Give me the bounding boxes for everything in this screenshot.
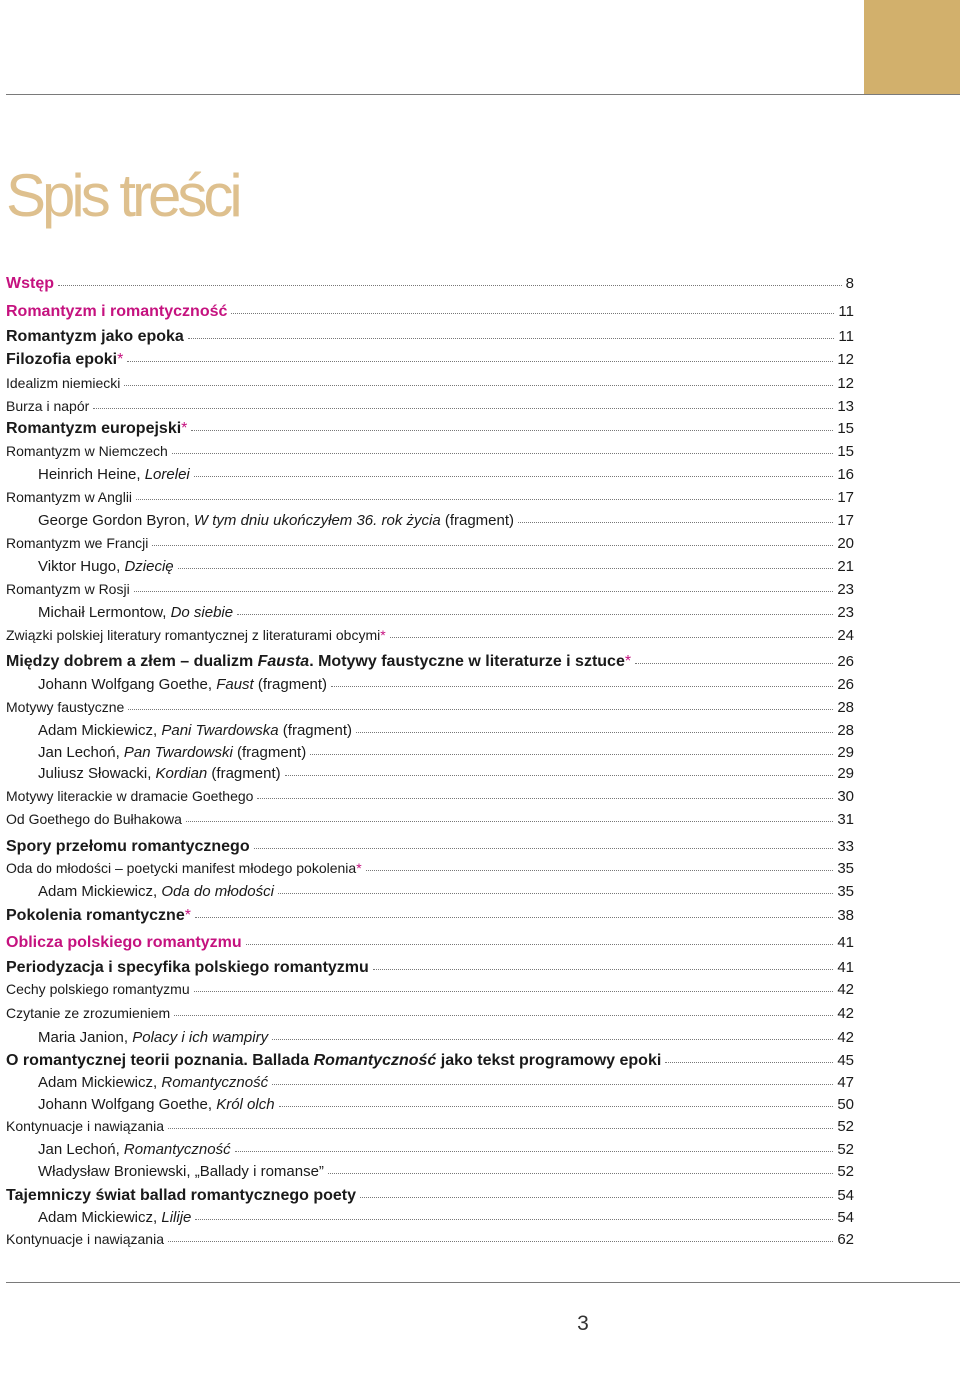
toc-entry	[6, 810, 854, 829]
dot-leader	[58, 284, 842, 286]
toc-entry-text: Cechy polskiego romantyzmu	[6, 981, 190, 997]
toc-entry-title	[6, 958, 369, 977]
toc-entry	[6, 1117, 854, 1136]
toc-entry	[6, 302, 854, 321]
dot-leader	[231, 312, 834, 314]
toc-entry	[6, 1051, 854, 1070]
toc-page-number: 31	[837, 811, 854, 828]
toc-entry-text: Romantyczność	[313, 1052, 437, 1069]
toc-entry	[6, 1095, 854, 1114]
toc-entry-title	[6, 933, 242, 952]
toc-page-number: 11	[838, 328, 854, 345]
toc-page-number: 11	[838, 303, 854, 320]
toc-entry	[6, 721, 854, 740]
toc-entry	[6, 534, 854, 553]
toc-page-number: 26	[837, 653, 854, 670]
toc-page-number: 23	[837, 604, 854, 621]
toc-entry-text: Michaił Lermontow,	[38, 604, 171, 621]
toc-entry-title	[6, 374, 120, 393]
toc-entry-title	[6, 1004, 170, 1023]
toc-entry-text: Pani Twardowska	[161, 722, 279, 739]
asterisk-mark: *	[181, 420, 188, 437]
toc-entry-title	[6, 1186, 356, 1205]
toc-entry	[6, 882, 854, 901]
asterisk-mark: *	[184, 907, 191, 924]
toc-entry	[6, 442, 854, 461]
dot-leader	[665, 1061, 833, 1063]
toc-page-number: 50	[837, 1096, 854, 1113]
dot-leader	[194, 475, 834, 477]
toc-entry-title	[6, 882, 274, 901]
dot-leader	[360, 1196, 833, 1198]
toc-entry	[6, 1028, 854, 1047]
toc-entry-text: jako tekst programowy epoki	[436, 1052, 662, 1069]
toc-page-number: 17	[837, 512, 854, 529]
toc-entry-title	[6, 534, 148, 553]
toc-entry-title	[6, 488, 132, 507]
dot-leader	[246, 943, 834, 945]
bottom-divider	[6, 1282, 960, 1283]
toc-entry-title	[6, 980, 190, 999]
toc-entry	[6, 675, 854, 694]
dot-leader	[366, 869, 834, 871]
asterisk-mark: *	[380, 627, 386, 643]
toc-entry-title	[6, 810, 182, 829]
toc-entry-title	[6, 1230, 164, 1249]
toc-entry	[6, 603, 854, 622]
toc-entry-text: Od Goethego do Bułhakowa	[6, 811, 182, 827]
toc-page-number: 29	[837, 765, 854, 782]
dot-leader	[278, 892, 833, 894]
dot-leader	[178, 567, 834, 569]
toc-entry-text: Polacy i ich wampiry	[132, 1029, 269, 1046]
toc-entry-title	[6, 626, 386, 645]
toc-entry-title	[6, 274, 54, 293]
toc-entry-text: Romantyzm i romantyczność	[6, 303, 228, 320]
toc-entry-text: Heinrich Heine,	[38, 466, 145, 483]
toc-entry-title	[6, 1095, 275, 1114]
asterisk-mark: *	[117, 351, 124, 368]
dot-leader	[635, 662, 833, 664]
toc-page-number: 23	[837, 581, 854, 598]
toc-entry-title	[6, 1162, 324, 1181]
toc-page-number: 33	[837, 838, 854, 855]
toc-entry	[6, 397, 854, 416]
toc-page-number: 28	[837, 722, 854, 739]
toc-entry-text: Maria Janion,	[38, 1029, 133, 1046]
toc-entry-title	[6, 1073, 268, 1092]
dot-leader	[127, 360, 833, 362]
dot-leader	[237, 613, 833, 615]
toc-page-number: 15	[837, 443, 854, 460]
toc-page-number: 54	[837, 1187, 854, 1204]
dot-leader	[93, 407, 833, 409]
toc-page-number: 52	[837, 1118, 854, 1135]
dot-leader	[235, 1150, 834, 1152]
dot-leader	[356, 731, 833, 733]
toc-page-number: 62	[837, 1231, 854, 1248]
dot-leader	[174, 1014, 833, 1016]
toc-entry-title	[6, 859, 362, 878]
toc-entry-title	[6, 1208, 191, 1227]
toc-entry	[6, 1162, 854, 1181]
toc-page-number: 42	[837, 981, 854, 998]
toc-entry-text: Władysław Broniewski, „Ballady i romanse”	[38, 1163, 324, 1180]
toc-page-number: 26	[837, 676, 854, 693]
toc-page-number: 20	[837, 535, 854, 552]
dot-leader	[134, 590, 834, 592]
dot-leader	[254, 847, 834, 849]
asterisk-mark: *	[624, 653, 632, 670]
toc-page-number: 29	[837, 744, 854, 761]
toc-page-number: 21	[837, 558, 854, 575]
toc-entry-text: Johann Wolfgang Goethe,	[38, 1096, 217, 1113]
toc-entry-text: Romantyczność	[161, 1074, 269, 1091]
toc-entry-text: Tajemniczy świat ballad romantycznego poety	[6, 1187, 357, 1204]
toc-entry	[6, 1073, 854, 1092]
toc-entry	[6, 1208, 854, 1227]
dot-leader	[272, 1083, 833, 1085]
toc-page-number: 24	[837, 627, 854, 644]
page-title: Spis treści	[6, 162, 239, 229]
toc-entry-title	[6, 698, 124, 717]
dot-leader	[186, 820, 833, 822]
toc-entry	[6, 837, 854, 856]
dot-leader	[152, 544, 833, 546]
toc-entry-text: Pan Twardowski	[123, 744, 233, 761]
toc-entry-text: Do siebie	[170, 604, 234, 621]
toc-page-number: 17	[837, 489, 854, 506]
dot-leader	[328, 1172, 833, 1174]
toc-page-number: 52	[837, 1141, 854, 1158]
toc-entry-text: Johann Wolfgang Goethe,	[38, 676, 217, 693]
toc-entry-text: Romantyzm jako epoka	[6, 328, 184, 345]
toc-entry	[6, 980, 854, 999]
toc-entry-text: Wstęp	[6, 275, 54, 292]
toc-entry-title	[6, 580, 130, 599]
toc-entry	[6, 1186, 854, 1205]
toc-entry-title	[6, 837, 250, 856]
toc-entry-text: (fragment)	[253, 676, 328, 693]
toc-entry-text: O romantycznej teorii poznania. Ballada	[6, 1052, 314, 1069]
toc-entry	[6, 1230, 854, 1249]
toc-entry-text: (fragment)	[207, 765, 281, 782]
toc-page-number: 35	[837, 860, 854, 877]
toc-entry-title	[6, 557, 174, 576]
toc-entry	[6, 626, 854, 645]
toc-entry	[6, 419, 854, 438]
dot-leader	[191, 429, 833, 431]
toc-entry	[6, 698, 854, 717]
toc-entry-text: Romantyzm w Anglii	[6, 489, 133, 505]
toc-page-number: 12	[837, 351, 854, 368]
toc-entry	[6, 906, 854, 925]
toc-entry-text: Romantyzm w Niemczech	[6, 443, 168, 459]
toc-entry-text: Romantyzm europejski	[6, 420, 182, 437]
toc-entry	[6, 580, 854, 599]
toc-entry-text: Oda do młodości	[161, 883, 274, 900]
toc-page-number: 16	[837, 466, 854, 483]
toc-entry	[6, 933, 854, 952]
toc-entry	[6, 488, 854, 507]
toc-entry-text: Czytanie ze zrozumieniem	[6, 1005, 171, 1021]
toc-entry-text: Viktor Hugo,	[38, 558, 125, 575]
dot-leader	[257, 797, 833, 799]
dot-leader	[390, 636, 834, 638]
toc-page-number: 41	[837, 959, 854, 976]
toc-entry	[6, 1140, 854, 1159]
toc-page-number: 28	[837, 699, 854, 716]
toc-page-number: 8	[845, 275, 854, 292]
toc-entry-title	[6, 1117, 164, 1136]
dot-leader	[285, 774, 834, 776]
toc-entry-text: Lorelei	[144, 466, 190, 483]
toc-entry-text: W tym dniu ukończyłem 36. rok życia	[193, 512, 441, 529]
toc-entry-title	[6, 652, 631, 671]
toc-entry-text: Między dobrem a złem – dualizm	[6, 653, 258, 670]
toc-entry	[6, 1004, 854, 1023]
dot-leader	[195, 1218, 833, 1220]
toc-entry-title	[6, 1051, 661, 1070]
dot-leader	[194, 990, 834, 992]
toc-entry-title	[6, 419, 187, 438]
toc-entry-title	[6, 675, 327, 694]
toc-entry	[6, 652, 854, 671]
toc-page-number: 41	[837, 934, 854, 951]
toc-entry-title	[6, 721, 352, 740]
toc-page-number: 12	[837, 375, 854, 392]
toc-entry-title	[6, 603, 233, 622]
toc-entry	[6, 465, 854, 484]
toc-entry-text: Faust	[216, 676, 254, 693]
toc-entry	[6, 743, 854, 762]
toc-entry-text: Lilije	[161, 1209, 192, 1226]
toc-entry-text: (fragment)	[232, 744, 307, 761]
dot-leader	[168, 1240, 833, 1242]
toc-entry-text: Oda do młodości – poetycki manifest młodego pokolenia	[6, 860, 357, 876]
toc-entry-text: Romantyzm w Rosji	[6, 581, 130, 597]
toc-entry-text: Fausta	[257, 653, 310, 670]
toc-entry-text: Dziecię	[124, 558, 174, 575]
dot-leader	[128, 708, 833, 710]
toc-entry-text: Jan Lechoń,	[38, 744, 124, 761]
toc-entry-text: Jan Lechoń,	[38, 1141, 124, 1158]
toc-entry-text: Filozofia epoki	[6, 351, 118, 368]
toc-entry-text: Juliusz Słowacki,	[38, 765, 156, 782]
toc-entry-title	[6, 350, 123, 369]
toc-entry	[6, 374, 854, 393]
toc-entry-title	[6, 327, 184, 346]
toc-page-number: 13	[837, 398, 854, 415]
toc-entry-text: Motywy literackie w dramacie Goethego	[6, 788, 254, 804]
corner-tab	[864, 0, 960, 95]
toc-entry-text: Romantyczność	[123, 1141, 231, 1158]
toc-entry-title	[6, 442, 168, 461]
toc-entry-text: . Motywy faustyczne w literaturze i sztuce	[309, 653, 625, 670]
toc-page-number: 15	[837, 420, 854, 437]
toc-entry-title	[6, 1140, 231, 1159]
dot-leader	[272, 1038, 833, 1040]
toc-page-number: 54	[837, 1209, 854, 1226]
toc-entry-text: George Gordon Byron,	[38, 512, 194, 529]
dot-leader	[124, 384, 833, 386]
toc-entry-title	[6, 764, 281, 783]
toc-entry-text: (fragment)	[278, 722, 352, 739]
dot-leader	[518, 521, 833, 523]
dot-leader	[136, 498, 833, 500]
dot-leader	[310, 753, 833, 755]
toc-entry-text: Król olch	[216, 1096, 275, 1113]
toc-entry-text: Kontynuacje i nawiązania	[6, 1118, 164, 1134]
toc-entry	[6, 859, 854, 878]
toc-entry-text: Periodyzacja i specyfika polskiego romantyzmu	[6, 959, 369, 976]
toc-entry	[6, 511, 854, 530]
toc-entry	[6, 764, 854, 783]
toc-entry-text: Oblicza polskiego romantyzmu	[6, 934, 242, 951]
dot-leader	[168, 1127, 833, 1129]
toc-entry	[6, 958, 854, 977]
toc-entry-text: Kontynuacje i nawiązania	[6, 1231, 164, 1247]
toc-entry-text: Związki polskiej literatury romantycznej z literaturami obcymi	[6, 627, 381, 643]
toc-page-number: 30	[837, 788, 854, 805]
toc-entry-text: Adam Mickiewicz,	[38, 1074, 162, 1091]
asterisk-mark: *	[356, 860, 362, 876]
toc-page-number: 35	[837, 883, 854, 900]
toc-entry-text: Motywy faustyczne	[6, 699, 125, 715]
toc-entry-title	[6, 511, 514, 530]
toc-entry-text: Burza i napór	[6, 398, 90, 414]
dot-leader	[195, 916, 833, 918]
toc-entry	[6, 327, 854, 346]
toc-page-number: 52	[837, 1163, 854, 1180]
toc-entry-text: Romantyzm we Francji	[6, 535, 149, 551]
dot-leader	[331, 685, 833, 687]
page-number: 3	[577, 1312, 589, 1335]
toc-page-number: 42	[837, 1029, 854, 1046]
toc-page-number: 45	[837, 1052, 854, 1069]
top-divider	[6, 94, 960, 95]
toc-entry-title	[6, 302, 227, 321]
dot-leader	[373, 968, 834, 970]
toc-entry-title	[6, 1028, 268, 1047]
toc-entry-text: Adam Mickiewicz,	[38, 1209, 162, 1226]
dot-leader	[279, 1105, 834, 1107]
toc-entry-text: (fragment)	[440, 512, 515, 529]
toc-entry-text: Adam Mickiewicz,	[38, 722, 162, 739]
toc-entry	[6, 274, 854, 293]
toc-entry-title	[6, 743, 306, 762]
toc-entry	[6, 557, 854, 576]
toc-entry-text: Pokolenia romantyczne	[6, 907, 185, 924]
toc-entry-text: Kordian	[155, 765, 208, 782]
toc-entry-title	[6, 906, 191, 925]
toc-entry-text: Adam Mickiewicz,	[38, 883, 162, 900]
toc-page-number: 42	[837, 1005, 854, 1022]
toc-page-number: 38	[837, 907, 854, 924]
toc-entry-title	[6, 465, 190, 484]
toc-page-number: 47	[837, 1074, 854, 1091]
dot-leader	[172, 452, 833, 454]
dot-leader	[188, 337, 835, 339]
toc-entry-title	[6, 787, 253, 806]
toc-entry	[6, 350, 854, 369]
toc-entry-title	[6, 397, 89, 416]
toc-entry-text: Spory przełomu romantycznego	[6, 838, 250, 855]
toc-entry	[6, 787, 854, 806]
toc-entry-text: Idealizm niemiecki	[6, 375, 121, 391]
